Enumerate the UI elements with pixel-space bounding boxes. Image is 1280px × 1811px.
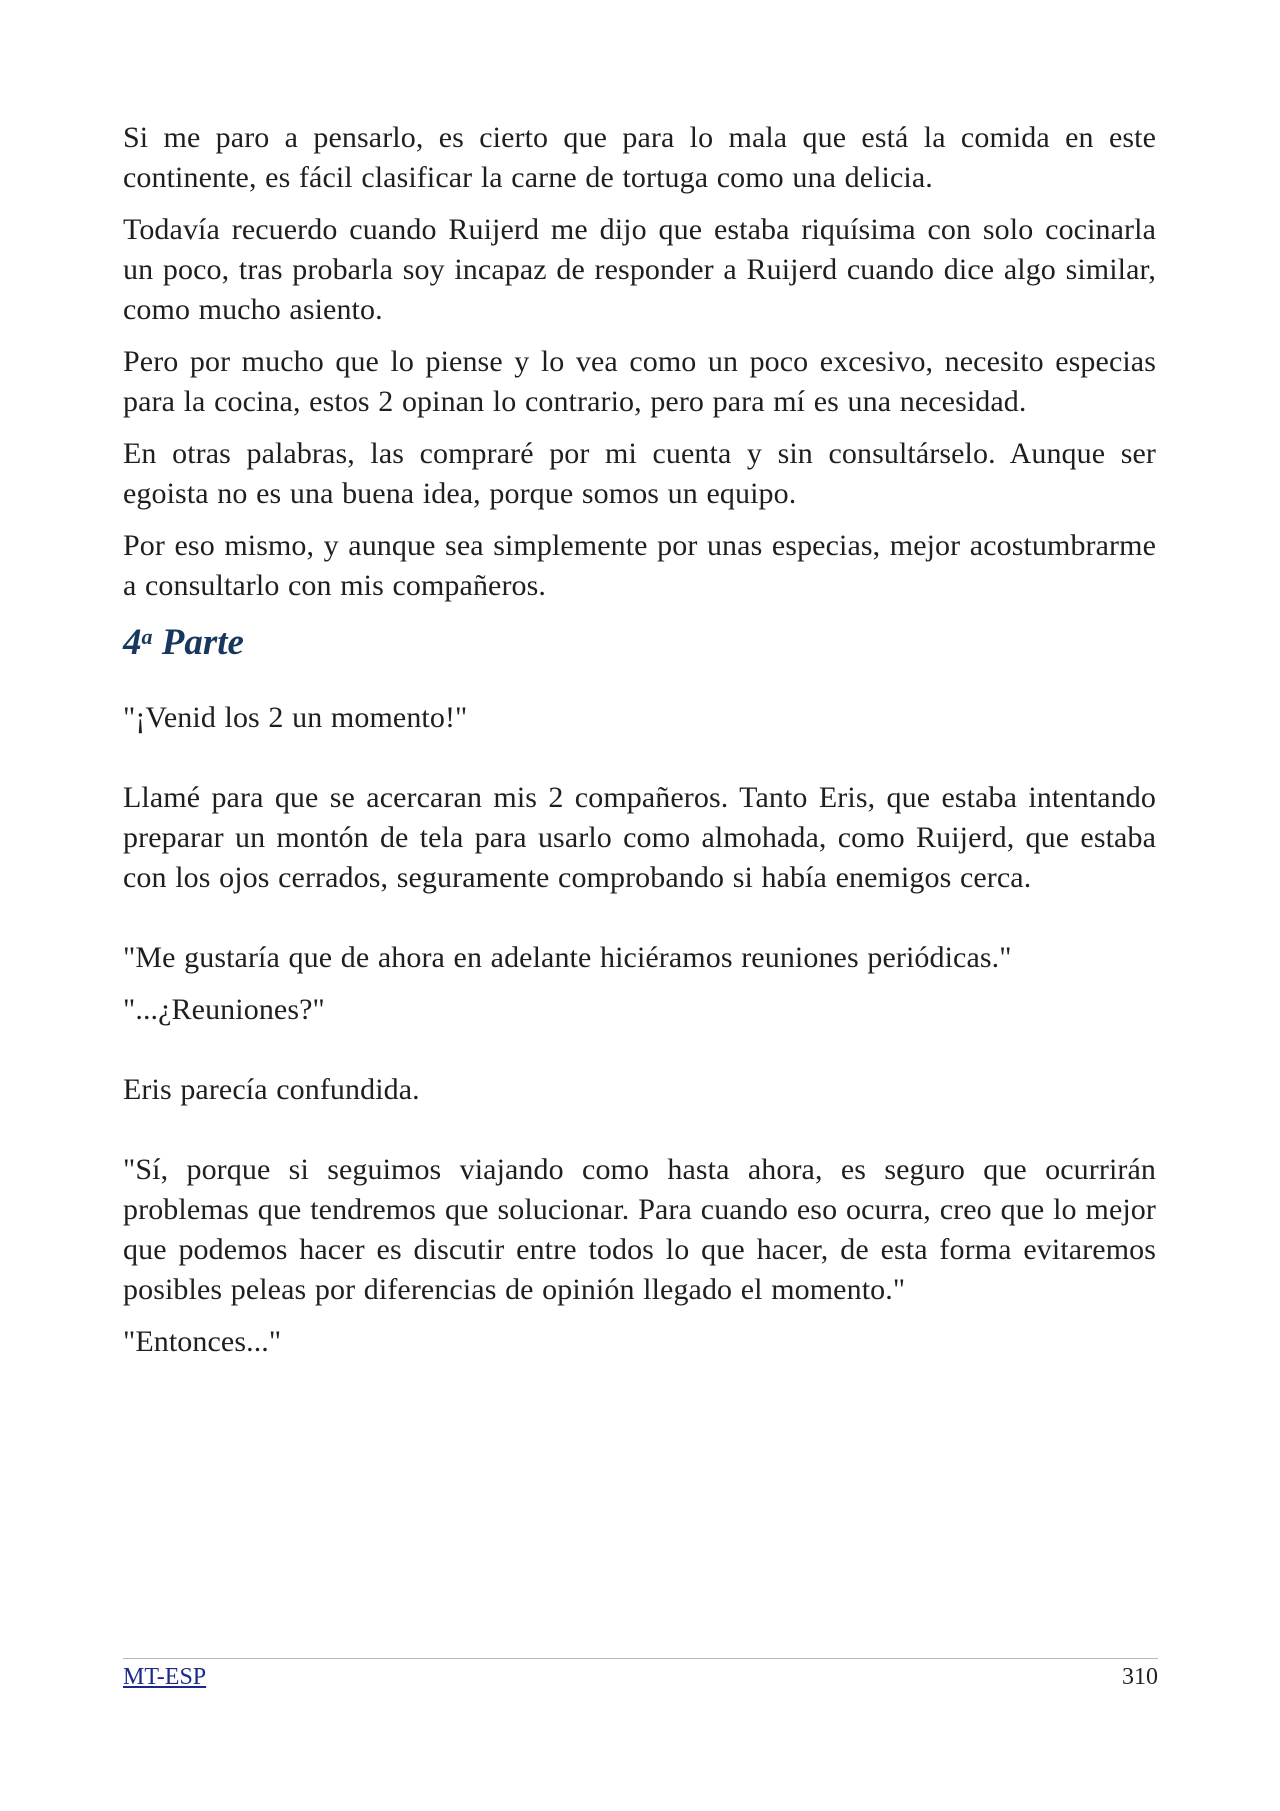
page-body [123, 118, 1156, 1374]
paragraph: Eris parecía confundida. [123, 1073, 420, 1106]
paragraph: Todavía recuerdo cuando Ruijerd me dijo que estaba riquísima con solo cocinarla un poco, tras probarla soy incapaz de responder a Ruijerd cuando dice algo similar, como mucho asiento. [123, 213, 1156, 326]
dialogue-line: "Sí, porque si seguimos viajando como hasta ahora, es seguro que ocurrirán problemas que tendremos que solucionar. Para cuando eso ocurra, creo que lo mejor que podemos hacer es discutir entre todos lo que hacer, de esta forma evitaremos posibles peleas por diferencias de opinión llegado el momento." [123, 1153, 1156, 1306]
dialogue-line: "Entonces..." [123, 1325, 282, 1358]
paragraph: Por eso mismo, y aunque sea simplemente por unas especias, mejor acostumbrarme a consultarlo con mis compañeros. [123, 529, 1156, 602]
paragraph: Pero por mucho que lo piense y lo vea como un poco excesivo, necesito especias para la cocina, estos 2 opinan lo contrario, pero para mí es una necesidad. [123, 345, 1156, 418]
section-heading [123, 618, 1156, 668]
paragraph: Llamé para que se acercaran mis 2 compañeros. Tanto Eris, que estaba intentando preparar un montón de tela para usarlo como almohada, como Ruijerd, que estaba con los ojos cerrados, seguramente comprobando si había enemigos cerca. [123, 781, 1156, 894]
page-number: 310 [1122, 1664, 1158, 1690]
footer-divider [123, 1658, 1158, 1659]
dialogue-line: "¡Venid los 2 un momento!" [123, 701, 468, 734]
dialogue-line: "Me gustaría que de ahora en adelante hiciéramos reuniones periódicas." [123, 941, 1012, 974]
heading-ordinal: a [141, 624, 153, 649]
heading-word: Parte [161, 622, 244, 663]
paragraph: Si me paro a pensarlo, es cierto que para lo mala que está la comida en este continente, es fácil clasificar la carne de tortuga como una delicia. [123, 121, 1156, 194]
heading-number: 4 [123, 622, 142, 663]
paragraph: En otras palabras, las compraré por mi cuenta y sin consultárselo. Aunque ser egoista no es una buena idea, porque somos un equipo. [123, 437, 1156, 510]
footer-site-link[interactable]: MT-ESP [123, 1664, 207, 1690]
dialogue-line: "...¿Reuniones?" [123, 993, 325, 1026]
